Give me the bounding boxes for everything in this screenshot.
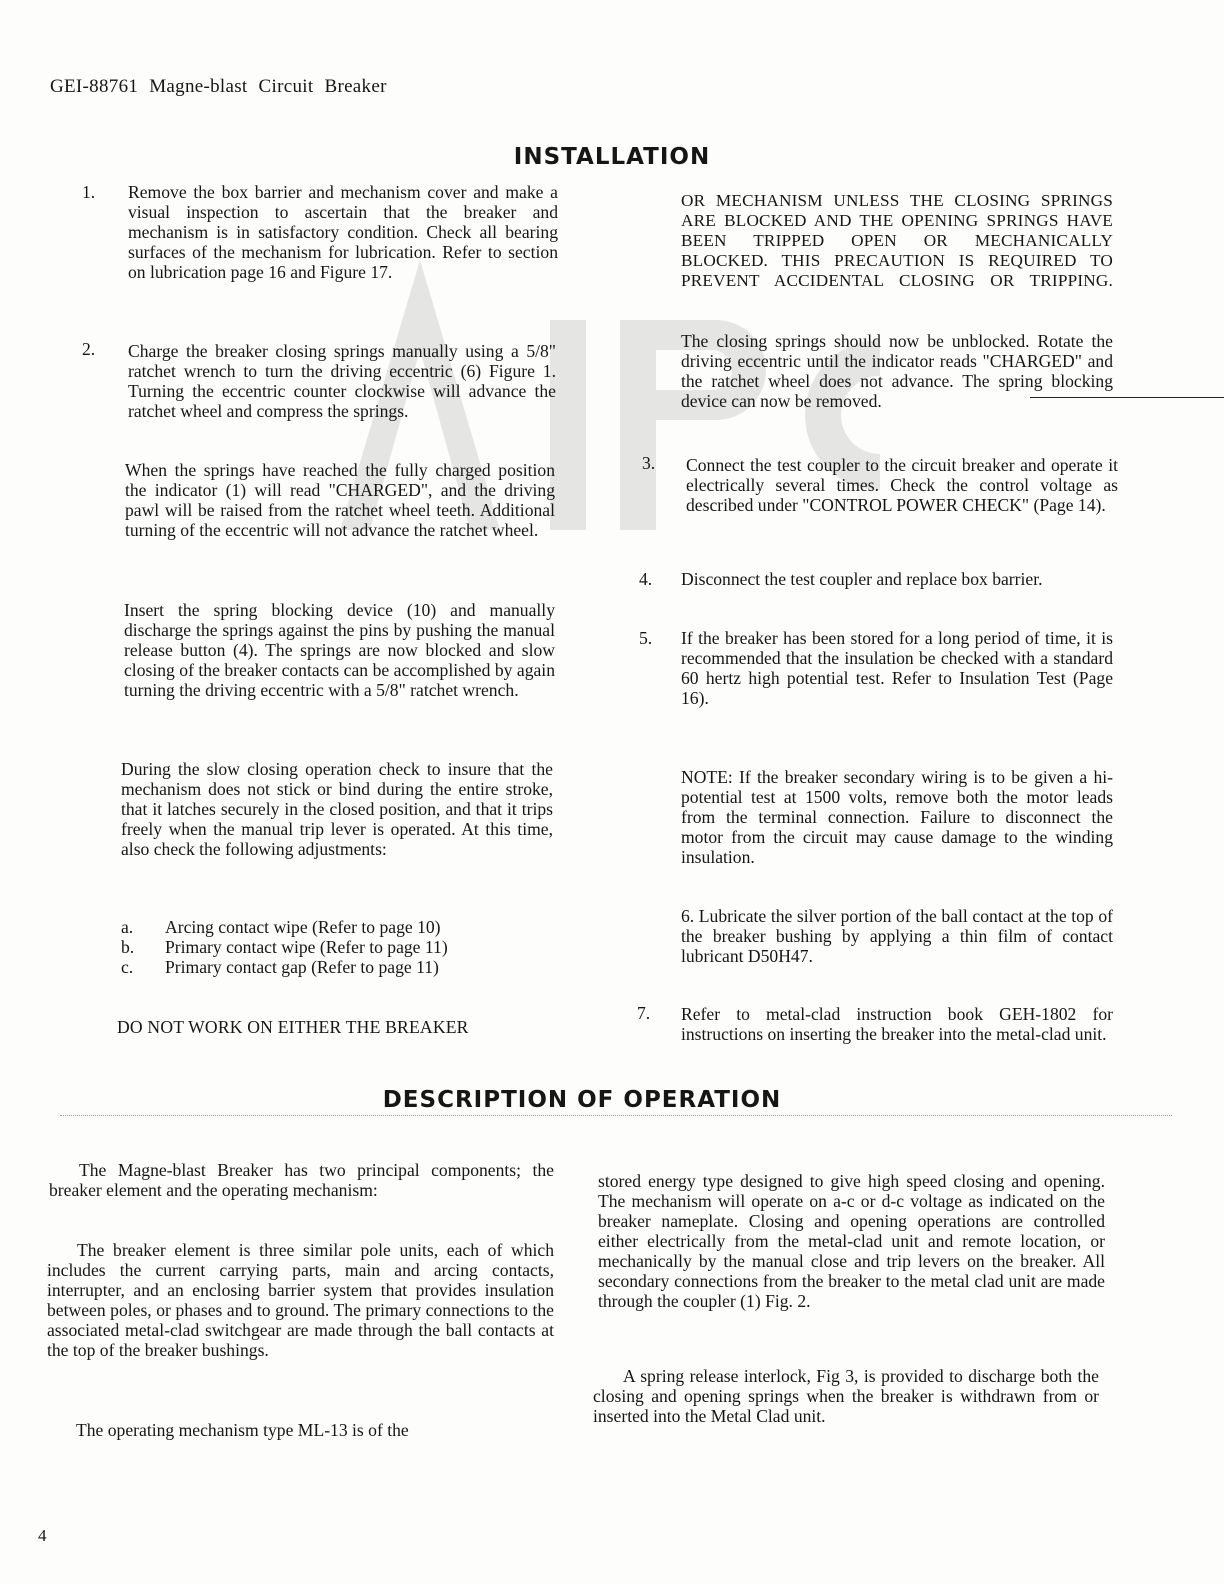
item-text: If the breaker has been stored for a long period of time, it is recommended that the insulation be checked with a standard 60 hertz high potential test. Refer to Insulation Test (Page 16). — [681, 628, 1113, 708]
warning-text: DO NOT WORK ON EITHER THE BREAKER — [117, 1017, 469, 1037]
adjustment-list — [121, 917, 561, 977]
item-number: 4. — [639, 569, 653, 589]
item-number: 3. — [642, 453, 656, 473]
item-number: 1. — [82, 182, 96, 202]
item-text: 6. Lubricate the silver portion of the ball contact at the top of the breaker bushing by applying a thin film of contact lubricant D50H47. — [681, 906, 1113, 966]
item-text: Remove the box barrier and mechanism cover and make a visual inspection to ascertain that the breaker and mechanism is in satisfactory condition. Check all bearing surfaces of the mechanism for lubrication. Refer to section on lubrication page 16 and Figure 17. — [128, 182, 558, 282]
paragraph: A spring release interlock, Fig 3, is provided to discharge both the closing and opening springs when the breaker is withdrawn from or inserted into the Metal Clad unit. — [593, 1366, 1099, 1426]
installation-heading: INSTALLATION — [513, 144, 711, 170]
paragraph: stored energy type designed to give high speed closing and opening. The mechanism will operate on a-c or d-c voltage as indicated on the breaker nameplate. Closing and opening operations are controlled either electrically from the metal-clad unit and remote location, or mechanically by the manual close and trip levers on the breaker. All secondary connections from the breaker to the metal clad unit are made through the coupler (1) Fig. 2. — [598, 1171, 1105, 1311]
divider — [60, 1115, 1172, 1116]
paragraph: The operating mechanism type ML-13 is of the — [76, 1420, 409, 1440]
page-header: GEI-88761 Magne-blast Circuit Breaker — [50, 76, 387, 97]
list-item: c. Primary contact gap (Refer to page 11) — [121, 957, 439, 977]
item-text: Charge the breaker closing springs manually using a 5/8" ratchet wrench to turn the driving eccentric (6) Figure 1. Turning the eccentric counter clockwise will advance the ratchet wheel and compress the springs. — [128, 341, 556, 421]
item-number: 2. — [82, 339, 96, 359]
paragraph: The closing springs should now be unblocked. Rotate the driving eccentric until the indicator reads "CHARGED" and the ratchet wheel does not advance. The spring blocking device can now be removed. — [681, 331, 1113, 411]
item-text: Disconnect the test coupler and replace box barrier. — [681, 569, 1043, 589]
item-number: 5. — [639, 628, 653, 648]
warning-text: OR MECHANISM UNLESS THE CLOSING SPRINGS ARE BLOCKED AND THE OPENING SPRINGS HAVE BEEN TRIPPED OPEN OR MECHANICALLY BLOCKED. THIS PRECAUTION IS REQUIRED TO PREVENT ACCIDENTAL CLOSING OR TRIPPING. — [681, 191, 1113, 290]
paragraph: The Magne-blast Breaker has two principal components; the breaker element and the operating mechanism: — [49, 1160, 554, 1200]
note-text: NOTE: If the breaker secondary wiring is to be given a hi-potential test at 1500 volts, remove both the motor leads from the terminal connection. Failure to disconnect the motor from the circuit may cause damage to the winding insulation. — [681, 767, 1113, 867]
page-number: 4 — [38, 1526, 47, 1545]
paragraph: Insert the spring blocking device (10) and manually discharge the springs against the pins by pushing the manual release button (4). The springs are now blocked and slow closing of the breaker contacts can be accomplished by again turning the driving eccentric with a 5/8" ratchet wrench. — [124, 600, 555, 700]
list-item: b. Primary contact wipe (Refer to page 11) — [121, 937, 448, 957]
item-text: Connect the test coupler to the circuit breaker and operate it electrically several times. Check the control voltage as described under "CONTROL POWER CHECK" (Page 14). — [686, 455, 1118, 515]
paragraph: During the slow closing operation check to insure that the mechanism does not stick or bind during the entire stroke, that it latches securely in the closed position, and that it trips freely when the manual trip lever is operated. At this time, also check the following adjustments: — [121, 759, 553, 859]
paragraph: When the springs have reached the fully charged position the indicator (1) will read "CHARGED", and the driving pawl will be raised from the ratchet wheel teeth. Additional turning of the eccentric will not advance the ratchet wheel. — [125, 460, 555, 540]
paragraph: The breaker element is three similar pole units, each of which includes the current carrying parts, main and arcing contacts, interrupter, and an enclosing barrier system that provides insulation between poles, or phases and to ground. The primary connections to the associated metal-clad switchgear are made through the ball contacts at the top of the breaker bushings. — [47, 1240, 554, 1360]
item-number: 7. — [637, 1003, 651, 1023]
operation-heading: DESCRIPTION OF OPERATION — [382, 1087, 782, 1113]
list-item: a. Arcing contact wipe (Refer to page 10) — [121, 917, 441, 937]
item-text: Refer to metal-clad instruction book GEH-1802 for instructions on inserting the breaker into the metal-clad unit. — [681, 1004, 1113, 1044]
divider — [1030, 397, 1224, 398]
